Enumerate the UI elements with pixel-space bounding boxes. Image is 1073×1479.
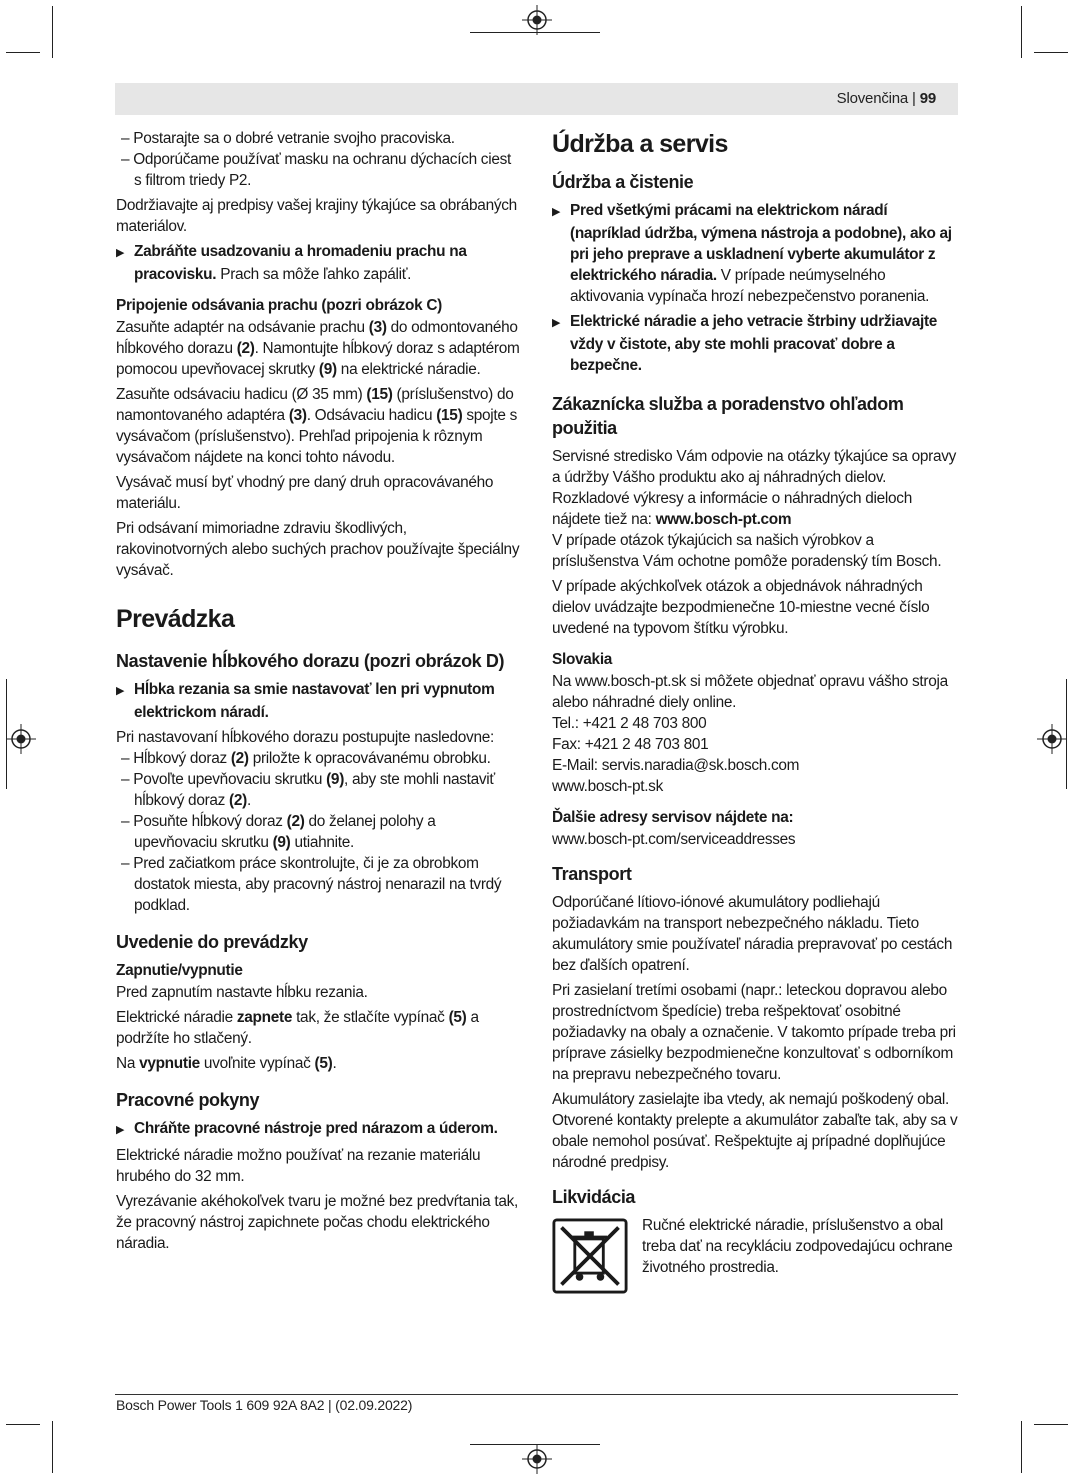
subsection-heading: Ďalšie adresy servisov nájdete na: xyxy=(552,809,794,826)
paragraph: Na vypnutie uvoľnite vypínač (5). xyxy=(116,1055,337,1072)
paragraph: Dodržiavajte aj predpisy vašej krajiny týkajúce sa obrábaných materiálov. xyxy=(116,197,517,235)
contact-line: Tel.: +421 2 48 703 800 xyxy=(552,715,707,732)
list-item: – Hĺbkový doraz (2) priložte k opracovávanému obrobku. xyxy=(121,750,491,767)
list-item: – Povoľte upevňovaciu skrutku (9), aby ste mohli nastaviť hĺbkový doraz (2). xyxy=(121,771,495,809)
paragraph: V prípade akýchkoľvek otázok a objednávok náhradných dielov uvádzajte bezpodmienečne 10-miestne vecné číslo uvedené na typovom štítku výrobku. xyxy=(552,578,930,637)
paragraph: Servisné stredisko Vám odpovie na otázky týkajúce sa opravy a údržby Vášho produktu ako aj náhradných dielov. Rozkladové výkresy a informácie o náhradných dieloch nájdete tiež na: www.bosch-pt.com xyxy=(552,448,957,528)
left-column xyxy=(116,128,521,1258)
paragraph: Zasuňte adaptér na odsávanie prachu (3) do odmontovaného hĺbkového dorazu (2). Namontujte hĺbkový doraz s adaptérom pomocou upevňovacej skrutky (9) na elektrické náradie. xyxy=(116,319,520,378)
arrow-right-icon: ▶ xyxy=(116,247,125,259)
contact-line[interactable]: www.bosch-pt.sk xyxy=(552,778,663,795)
warning-bullet: ▶ Hĺbka rezania sa smie nastavovať len pri vypnutom elektrickom náradí. xyxy=(116,681,495,721)
crosshair-icon xyxy=(522,5,552,35)
crop-mark xyxy=(1034,1424,1068,1425)
section-heading: Likvidácia xyxy=(552,1187,636,1207)
list-item: – Postarajte sa o dobré vetranie svojho pracoviska. xyxy=(121,130,455,147)
crosshair-icon xyxy=(522,1444,552,1474)
arrow-right-icon: ▶ xyxy=(116,685,125,697)
contact-line: Na www.bosch-pt.sk si môžete objednať opravu vášho stroja alebo náhradné diely online. xyxy=(552,673,948,711)
paragraph: Vysávač musí byť vhodný pre daný druh opracovávaného materiálu. xyxy=(116,474,494,512)
crop-mark xyxy=(6,52,40,53)
chapter-title: Údržba a servis xyxy=(552,130,728,158)
paragraph: Ručné elektrické náradie, príslušenstvo a obal treba dať na recykláciu zodpovedajúcu ochrane životného prostredia. xyxy=(642,1217,953,1276)
arrow-right-icon: ▶ xyxy=(552,206,561,218)
crop-mark xyxy=(52,1421,53,1473)
section-heading: Zákaznícka služba a poradenstvo ohľadom použitia xyxy=(552,394,904,438)
link[interactable]: www.bosch-pt.com xyxy=(655,511,792,528)
arrow-right-icon: ▶ xyxy=(116,1124,125,1136)
paragraph: V prípade otázok týkajúcich sa našich výrobkov a príslušenstva Vám ochotne pomôže poradenský tím Bosch. xyxy=(552,532,942,570)
country-heading: Slovakia xyxy=(552,651,613,668)
contact-line: Fax: +421 2 48 703 801 xyxy=(552,736,709,753)
chapter-title: Prevádzka xyxy=(116,605,235,633)
arrow-right-icon: ▶ xyxy=(552,317,561,329)
right-column xyxy=(552,128,958,1295)
contact-line[interactable]: E-Mail: servis.naradia@sk.bosch.com xyxy=(552,757,800,774)
crosshair-icon xyxy=(1037,724,1067,754)
header-separator: | xyxy=(912,90,916,107)
crossed-bin-icon xyxy=(552,1218,628,1294)
crosshair-icon xyxy=(6,724,36,754)
list-item: – Odporúčame používať masku na ochranu dýchacích ciest s filtrom triedy P2. xyxy=(121,151,511,189)
list-item: – Pred začiatkom práce skontrolujte, či je za obrobkom dostatok miesta, aby pracovný nástroj nenarazil na tvrdý podklad. xyxy=(121,855,502,914)
warning-bullet: ▶ Elektrické náradie a jeho vetracie štrbiny udržiavajte vždy v čistote, aby ste mohli pracovať dobre a bezpečne. xyxy=(552,313,938,374)
paragraph: Vyrezávanie akéhokoľvek tvaru je možné bez predvŕtania tak, že pracovný nástroj zapichnete počas chodu elektrického náradia. xyxy=(116,1193,518,1252)
page-number: 99 xyxy=(919,90,936,107)
paragraph: Elektrické náradie možno používať na rezanie materiálu hrubého do 32 mm. xyxy=(116,1147,481,1185)
section-heading: Uvedenie do prevádzky xyxy=(116,932,308,952)
header-text xyxy=(837,90,936,107)
paragraph: Pri nastavovaní hĺbkového dorazu postupujte nasledovne: xyxy=(116,729,494,746)
paragraph: Pred zapnutím nastavte hĺbku rezania. xyxy=(116,984,368,1001)
link[interactable]: www.bosch-pt.com/serviceaddresses xyxy=(552,831,796,848)
warning-bullet: ▶ Chráňte pracovné nástroje pred nárazom a úderom. xyxy=(116,1118,521,1141)
section-heading: Údržba a čistenie xyxy=(552,172,694,192)
section-heading: Pracovné pokyny xyxy=(116,1090,260,1110)
paragraph: Zasuňte odsávaciu hadicu (Ø 35 mm) (15) (príslušenstvo) do namontovaného adaptéra (3). Odsávaciu hadicu (15) spojte s vysávačom (príslušenstvo). Prehľad pripojenia k rôznym vysávačom nájdete na konci tohto návodu. xyxy=(116,386,518,466)
crop-mark xyxy=(52,6,53,58)
section-heading: Pripojenie odsávania prachu (pozri obrázok C) xyxy=(116,297,443,314)
warning-bullet: ▶ Zabráňte usadzovaniu a hromadeniu prachu na pracovisku. Prach sa môže ľahko zapáliť. xyxy=(116,243,467,283)
paragraph: Elektrické náradie zapnete tak, že stlačíte vypínač (5) a podržíte ho stlačený. xyxy=(116,1009,479,1047)
footer-text: Bosch Power Tools 1 609 92A 8A2 | (02.09.2022) xyxy=(116,1397,413,1413)
paragraph: Odporúčané lítiovo-iónové akumulátory podliehajú požiadavkám na transport nebezpečného nákladu. Tieto akumulátory smie používateľ náradia prepravovať po cestách bez ďalších opatrení. xyxy=(552,894,953,974)
header-language: Slovenčina xyxy=(836,90,909,107)
crop-mark xyxy=(6,1424,40,1425)
footer-divider xyxy=(115,1394,958,1395)
paragraph: Akumulátory zasielajte iba vtedy, ak nemajú poškodený obal. Otvorené kontakty prelepte a akumulátor zabaľte tak, aby sa v obale nemohol posúvať. Rešpektujte aj prípadné doplňujúce národné predpisy. xyxy=(552,1091,958,1171)
section-heading: Nastavenie hĺbkového dorazu (pozri obrázok D) xyxy=(116,651,505,671)
subsection-heading: Zapnutie/vypnutie xyxy=(116,962,243,979)
crop-mark xyxy=(1021,6,1022,58)
section-heading: Transport xyxy=(552,864,632,884)
paragraph: Pri zasielaní tretími osobami (napr.: leteckou dopravou alebo prostredníctvom špedície) treba rešpektovať osobitné požiadavky na obaly a označenie. V takomto prípade treba pri príprave zásielky bezpodmienečne konzultovať s odborníkom na prepravu nebezpečného tovaru. xyxy=(552,982,956,1083)
crop-mark xyxy=(1034,52,1068,53)
list-item: – Posuňte hĺbkový doraz (2) do želanej polohy a upevňovaciu skrutku (9) utiahnite. xyxy=(121,813,436,851)
disposal-block xyxy=(552,1215,958,1295)
paragraph: Pri odsávaní mimoriadne zdraviu škodlivých, rakovinotvorných alebo suchých prachov používajte špeciálny vysávač. xyxy=(116,520,520,579)
crop-mark xyxy=(1021,1421,1022,1473)
warning-bullet: ▶ Pred všetkými prácami na elektrickom náradí (napríklad údržba, výmena nástroja a podobne), ako aj pri jeho preprave a uskladnení vyberte akumulátor z elektrického náradia. V prípade neúmyselného aktivovania vypínača hrozí nebezpečenstvo poranenia. xyxy=(552,202,952,305)
page-header xyxy=(115,83,958,115)
